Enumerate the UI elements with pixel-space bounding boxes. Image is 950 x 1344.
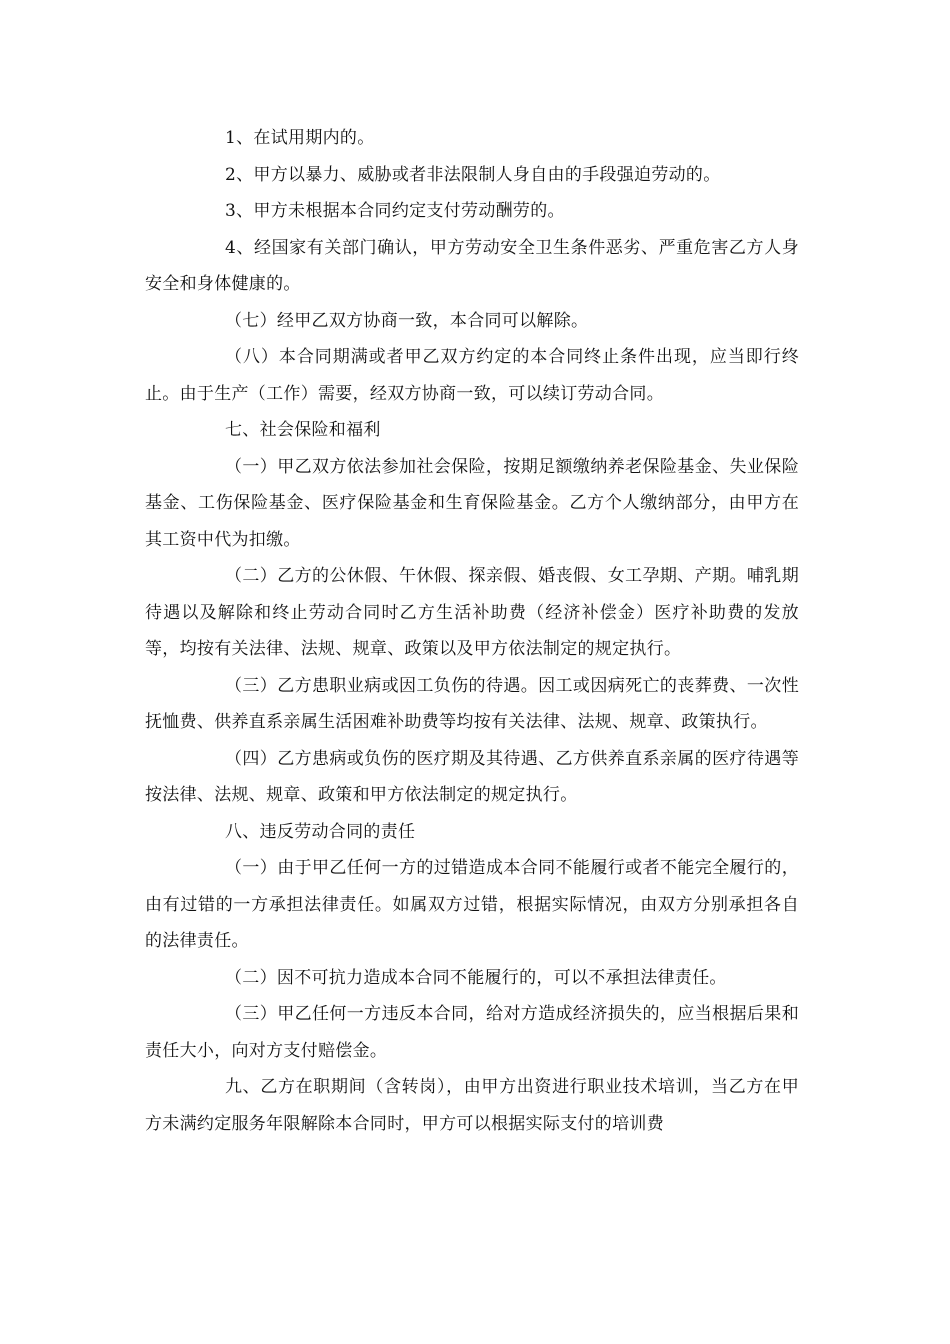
social-insurance-clause-3: （三）乙方患职业病或因工负伤的待遇。因工或因病死亡的丧葬费、一次性抚恤费、供养直系亲属生活困难补助费等均按有关法律、法规、规章、政策执行。 xyxy=(145,675,799,732)
section-nine-training: 九、乙方在职期间（含转岗），由甲方出资进行职业技术培训，当乙方在甲方未满约定服务年限解除本合同时，甲方可以根据实际支付的培训费 xyxy=(145,1077,799,1134)
social-insurance-clause-4: （四）乙方患病或负伤的医疗期及其待遇、乙方供养直系亲属的医疗待遇等按法律、法规、规章、政策和甲方依法制定的规定执行。 xyxy=(145,748,799,805)
social-insurance-clause-2: （二）乙方的公休假、午休假、探亲假、婚丧假、女工孕期、产期。哺乳期待遇以及解除和终止劳动合同时乙方生活补助费（经济补偿金）医疗补助费的发放等，均按有关法律、法规、规章、政策以及甲方依法制定的规定执行。 xyxy=(145,566,799,659)
clause-item-1: 1、在试用期内的。 xyxy=(225,128,375,148)
liability-clause-1: （一）由于甲乙任何一方的过错造成本合同不能履行或者不能完全履行的，由有过错的一方承担法律责任。如属双方过错，根据实际情况，由双方分别承担各自的法律责任。 xyxy=(145,858,799,951)
liability-clause-2: （二）因不可抗力造成本合同不能履行的，可以不承担法律责任。 xyxy=(225,967,727,988)
clause-seven-dissolution: （七）经甲乙双方协商一致，本合同可以解除。 xyxy=(225,310,589,331)
document-body xyxy=(145,120,799,1142)
social-insurance-clause-1: （一）甲乙双方依法参加社会保险，按期足额缴纳养老保险基金、失业保险基金、工伤保险基金、医疗保险基金和生育保险基金。乙方个人缴纳部分，由甲方在其工资中代为扣缴。 xyxy=(145,456,799,550)
section-heading-social-insurance: 七、社会保险和福利 xyxy=(225,420,381,440)
clause-item-3: 3、甲方未根据本合同约定支付劳动酬劳的。 xyxy=(225,201,565,221)
clause-eight-termination: （八）本合同期满或者甲乙双方约定的本合同终止条件出现，应当即行终止。由于生产（工作）需要，经双方协商一致，可以续订劳动合同。 xyxy=(145,347,799,404)
liability-clause-3: （三）甲乙任何一方违反本合同，给对方造成经济损失的，应当根据后果和责任大小，向对方支付赔偿金。 xyxy=(145,1004,799,1061)
clause-item-2: 2、甲方以暴力、威胁或者非法限制人身自由的手段强迫劳动的。 xyxy=(225,164,721,185)
clause-item-4: 4、经国家有关部门确认，甲方劳动安全卫生条件恶劣、严重危害乙方人身安全和身体健康的。 xyxy=(145,237,799,294)
section-heading-liability: 八、违反劳动合同的责任 xyxy=(225,821,416,842)
